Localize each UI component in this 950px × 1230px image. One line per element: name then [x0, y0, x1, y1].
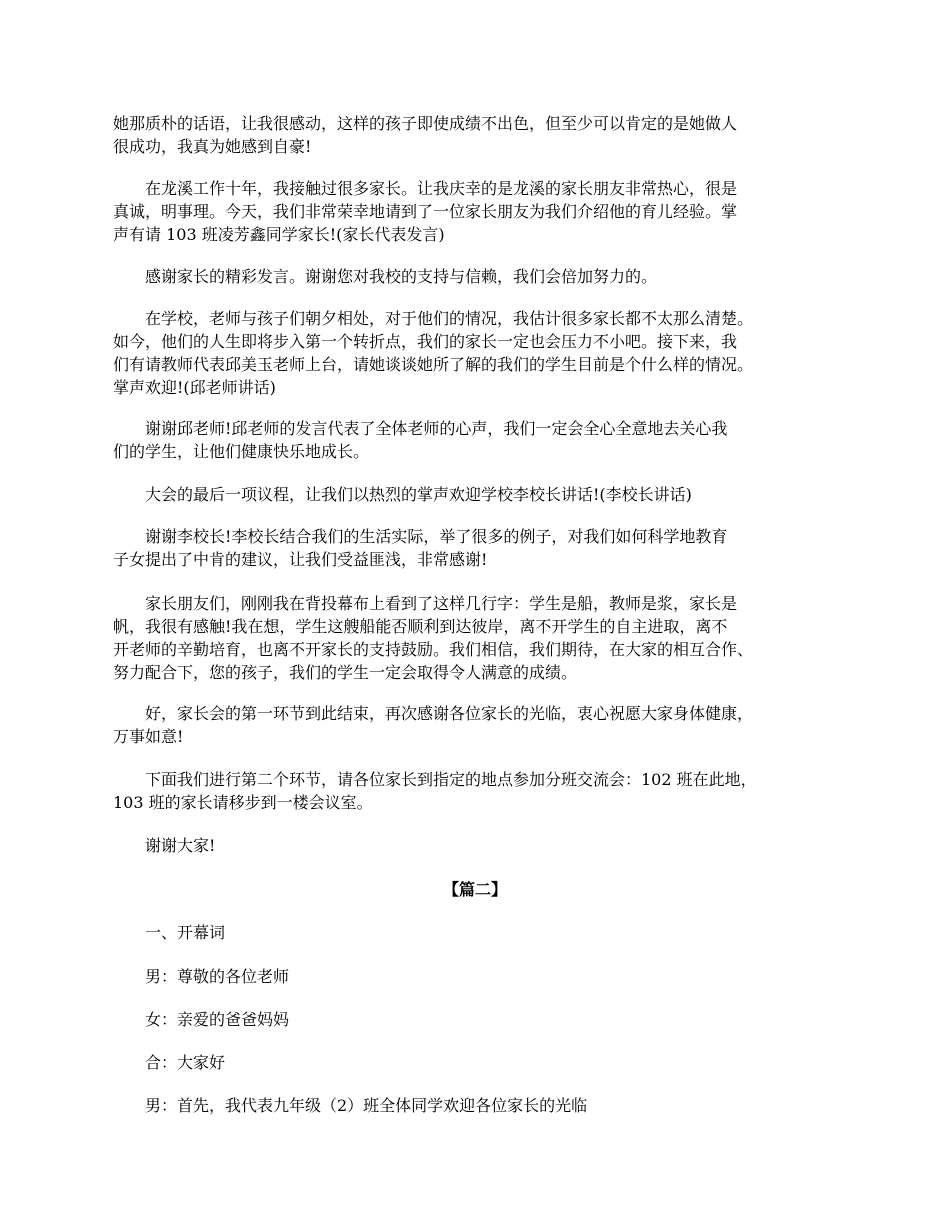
text-line: 子女提出了中肯的建议，让我们受益匪浅，非常感谢!: [113, 550, 488, 569]
text-line: 开老师的辛勤培育，也离不开家长的支持鼓励。我们相信，我们期待，在大家的相互合作、: [113, 640, 754, 659]
paragraph: [113, 768, 853, 814]
paragraph: [113, 112, 853, 158]
text-line: 在龙溪工作十年，我接触过很多家长。让我庆幸的是龙溪的家长朋友非常热心，很是: [113, 179, 738, 198]
text-line: 们的学生，让他们健康快乐地成长。: [113, 442, 370, 461]
text-line: 大会的最后一项议程，让我们以热烈的掌声欢迎学校李校长讲话!(李校长讲话): [113, 485, 692, 504]
text-line: 感谢家长的精彩发言。谢谢您对我校的支持与信赖，我们会倍加努力的。: [113, 267, 658, 286]
list-item: 一、开幕词: [113, 923, 226, 942]
list-item: 男：首先，我代表九年级（2）班全体同学欢迎各位家长的光临: [113, 1096, 588, 1115]
text-line: 真诚，明事理。今天，我们非常荣幸地请到了一位家长朋友为我们介绍他的育儿经验。掌: [113, 202, 738, 221]
text-line: 谢谢大家!: [113, 836, 216, 855]
paragraph: [113, 307, 853, 399]
text-line: 们有请教师代表邱美玉老师上台，请她谈谈她所了解的我们的学生目前是个什么样的情况。: [113, 355, 754, 374]
text-line: 她那质朴的话语，让我很感动，这样的孩子即使成绩不出色，但至少可以肯定的是她做人: [113, 114, 738, 133]
paragraph: [113, 483, 853, 506]
text-line: 好，家长会的第一环节到此结束，再次感谢各位家长的光临，衷心祝愿大家身体健康，: [113, 704, 754, 723]
text-line: 103 班的家长请移步到一楼会议室。: [113, 793, 373, 812]
text-line: 很成功，我真为她感到自豪!: [113, 137, 312, 156]
text-line: 万事如意!: [113, 727, 184, 746]
paragraph: [113, 592, 853, 684]
text-line: 如今，他们的人生即将步入第一个转折点，我们的家长一定也会压力不小吧。接下来，我: [113, 332, 738, 351]
text-line: 家长朋友们，刚刚我在背投幕布上看到了这样几行字：学生是船，教师是浆，家长是: [113, 594, 738, 613]
text-line: 努力配合下，您的孩子，我们的学生一定会取得令人满意的成绩。: [113, 663, 578, 682]
text-line: 谢谢邱老师!邱老师的发言代表了全体老师的心声，我们一定会全心全意地去关心我: [113, 419, 728, 438]
paragraph: [113, 265, 853, 288]
paragraph: [113, 834, 853, 857]
text-line: 在学校，老师与孩子们朝夕相处，对于他们的情况，我估计很多家长都不太那么清楚。: [113, 309, 754, 328]
text-line: 掌声欢迎!(邱老师讲话): [113, 378, 276, 397]
list-item: 男：尊敬的各位老师: [113, 967, 290, 986]
text-line: 声有请 103 班凌芳鑫同学家长!(家长代表发言): [113, 225, 445, 244]
text-line: 帆，我很有感触!我在想，学生这艘船能否顺利到达彼岸，离不开学生的自主进取，离不: [113, 617, 728, 636]
list-item: 女：亲爱的爸爸妈妈: [113, 1010, 290, 1029]
text-line: 下面我们进行第二个环节，请各位家长到指定的地点参加分班交流会：102 班在此地，: [113, 770, 757, 789]
paragraph: [113, 702, 853, 748]
paragraph: [113, 177, 853, 246]
list-item: 合：大家好: [113, 1053, 226, 1072]
section-heading: 【篇二】: [442, 880, 507, 899]
paragraph: [113, 525, 853, 571]
text-line: 谢谢李校长!李校长结合我们的生活实际，举了很多的例子，对我们如何科学地教育: [113, 527, 728, 546]
paragraph: [113, 417, 853, 463]
